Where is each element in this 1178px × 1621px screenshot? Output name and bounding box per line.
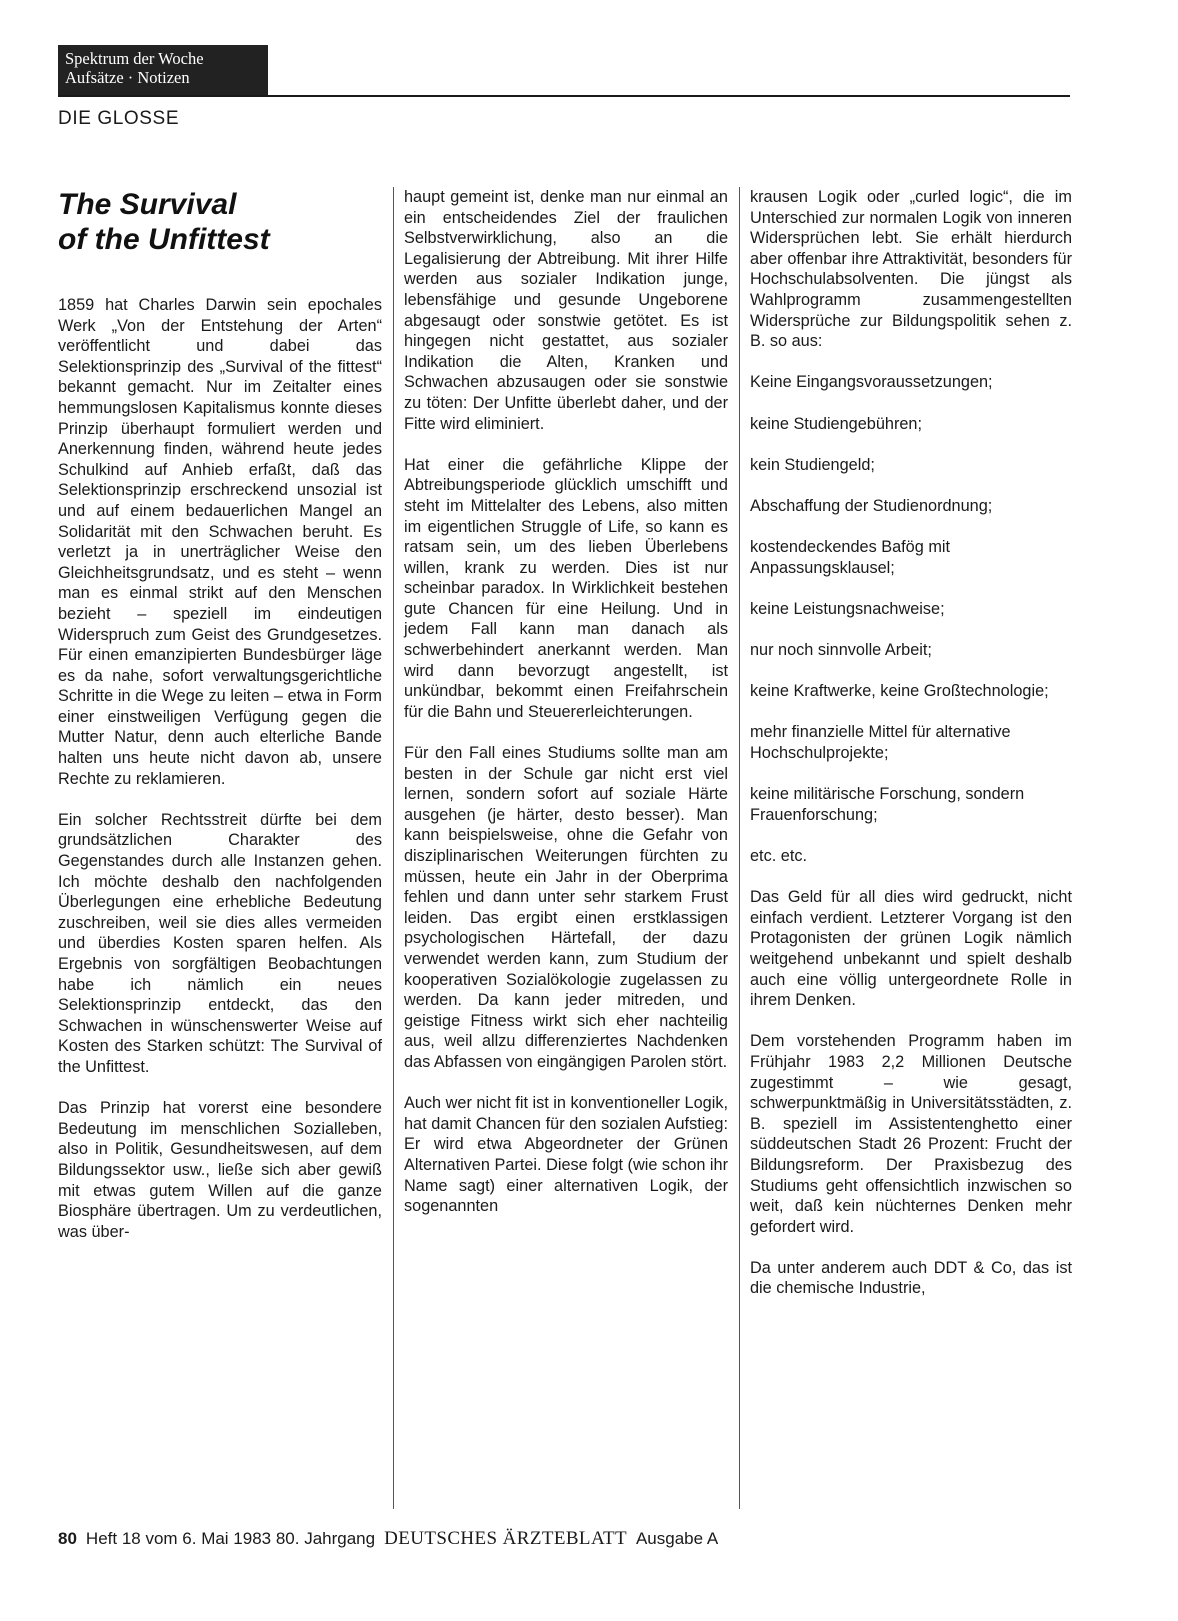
list-item: nur noch sinnvolle Arbeit; [750, 641, 932, 660]
paragraph: Hat einer die gefährliche Klippe der Abtreibungsperiode glücklich umschifft und steht im Mittelalter des Lebens, also mitten im eigentlichen Struggle of Life, so kann es ratsam sein, um des lieben Überlebens willen, krank zu werden. Dies ist nur scheinbar paradox. In Wirklichkeit bestehen gute Chancen für eine Heilung. Und in jedem Fall kann man danach als schwerbehindert anerkannt werden. Man wird dann bevorzugt angestellt, ist unkündbar, bekommt einen Freifahrschein für die Bahn und Steuererleichterungen. [404, 455, 728, 721]
paragraph: 1859 hat Charles Darwin sein epochales Werk „Von der Entstehung der Arten“ veröffentlicht und dabei das Selektionsprinzip des „Survival of the fittest“ bekannt gemacht. Nur im Zeitalter eines hemmungslosen Kapitalismus konnte dieses Prinzip überhaupt formuliert werden und Anerkennung finden, während heute jedes Schulkind auf Anhieb erfaßt, daß das Selektionsprinzip erschreckend unsozial ist und auf einem bedauerlichen Mangel an Solidarität mit den Schwachen beruht. Es verletzt ja in unerträglicher Weise den Gleichheitsgrundsatz, und es steht – wenn man es einmal strikt auf den Menschen bezieht – speziell im eindeutigen Widerspruch zum Geist des Grundgesetzes. Für einen emanzipierten Bundesbürger läge es da nahe, sofort verwaltungsgerichtliche Schritte in die Wege zu leiten – etwa in Form einer einstweiligen Verfügung gegen die Mutter Natur, denn auch elterliche Bande halten uns heute nicht davon ab, unsere Rechte zu reklamieren. [58, 296, 382, 788]
paragraph: Ein solcher Rechtsstreit dürfte bei dem grundsätzlichen Charakter des Gegenstandes durch alle Instanzen gehen. Ich möchte deshalb den nachfolgenden Überlegungen eine erhebliche Bedeutung zuschreiben, weil sie dies alles vermeiden und überdies Kosten sparen helfen. Als Ergebnis von sorgfältigen Beobachtungen habe ich nämlich ein neues Selektionsprinzip entdeckt, das den Schwachen in wünschenswerter Weise auf Kosten des Starken schützt: The Survival of the Unfittest. [58, 810, 382, 1076]
paragraph: Dem vorstehenden Programm haben im Frühjahr 1983 2,2 Millionen Deutsche zugestimmt – wie gesagt, schwerpunktmäßig in Universitätsstädten, z. B. speziell im Assistentenghetto einer süddeutschen Stadt 26 Prozent: Frucht der Bildungsreform. Der Praxisbezug des Studiums geht offensichtlich inzwischen so weit, daß kein nüchternes Denken mehr gefordert wird. [750, 1032, 1072, 1236]
list-item: kein Studiengeld; [750, 455, 875, 474]
list-item: keine Kraftwerke, keine Großtechnologie; [750, 682, 1049, 701]
issue-info: Heft 18 vom 6. Mai 1983 80. Jahrgang [85, 1529, 376, 1548]
list-item: mehr finanzielle Mittel für alternative Hochschulprojekte; [750, 723, 1011, 763]
section-label: DIE GLOSSE [58, 108, 180, 129]
list-item: keine Studiengebühren; [750, 414, 922, 433]
section-header-box [58, 45, 268, 95]
column-divider-2 [739, 187, 740, 1509]
header-line-1: Spektrum der Woche [65, 49, 204, 68]
list-item: Keine Eingangsvoraussetzungen; [750, 373, 993, 392]
edition-label: Ausgabe A [635, 1529, 719, 1548]
list-item: Abschaffung der Studienordnung; [750, 496, 993, 515]
journal-name: DEUTSCHES ÄRZTEBLATT [384, 1528, 627, 1549]
title-line-2: of the Unfittest [58, 223, 270, 256]
header-rule [58, 95, 1070, 97]
list-item: keine Leistungsnachweise; [750, 599, 945, 618]
title-line-1: The Survival [58, 188, 237, 221]
page-footer [58, 1526, 1070, 1552]
article-column-1 [58, 187, 382, 1242]
article-column-3 [750, 187, 1072, 1299]
article-title [58, 187, 382, 257]
paragraph: haupt gemeint ist, denke man nur einmal an ein entscheidendes Ziel der fraulichen Selbstverwirklichung, also an die Legalisierung der Abtreibung. Mit ihrer Hilfe werden aus sozialer Indikation junge, lebensfähige und gesunde Ungeborene abgesaugt oder sonstwie getötet. Es ist hingegen nicht gestattet, aus sozialer Indikation die Alten, Kranken und Schwachen abzusaugen oder sie sonstwie zu töten: Der Unfitte überlebt daher, und der Fitte wird eliminiert. [404, 188, 728, 433]
program-list [750, 372, 1072, 866]
paragraph: Auch wer nicht fit ist in konventioneller Logik, hat damit Chancen für den sozialen Aufstieg: Er wird etwa Abgeordneter der Grünen Alternativen Partei. Diese folgt (wie schon ihr Name sagt) einer alternativen Logik, der sogenannten [404, 1094, 728, 1216]
list-item: keine militärische Forschung, sondern Frauenforschung; [750, 785, 1025, 824]
list-item: kostendeckendes Bafög mit Anpassungsklausel; [750, 538, 951, 577]
header-line-2: Aufsätze · Notizen [65, 68, 190, 87]
page-number: 80 [58, 1529, 77, 1548]
paragraph: Für den Fall eines Studiums sollte man am besten in der Schule gar nicht erst viel lernen, sondern sofort auf soziale Härte ausgehen (je härter, desto besser). Man kann beispielsweise, ohne die Gefahr von disziplinarischen Weiterungen fürchten zu müssen, heute ein Jahr in der Oberprima fehlen und dann unter sehr starkem Frust leiden. Das ergibt einen erstklassigen psychologischen Härtefall, der dazu verwendet werden kann, zum Studium der kooperativen Sozialökologie zugelassen zu werden. Da kann jeder mitreden, und geistige Fitness wirkt sich eher nachteilig aus, weil allzu differenziertes Nachdenken das Abfassen von eingängigen Parolen stört. [404, 744, 728, 1071]
paragraph: Da unter anderem auch DDT & Co, das ist die chemische Industrie, [750, 1258, 1072, 1298]
article-column-2 [404, 187, 728, 1217]
paragraph: Das Prinzip hat vorerst eine besondere Bedeutung im menschlichen Sozialleben, also in Politik, Gesundheitswesen, auf dem Bildungssektor usw., ließe sich aber gewiß mit etwas gutem Willen auf die ganze Biosphäre übertragen. Um zu verdeutlichen, was über- [58, 1099, 382, 1241]
paragraph: krausen Logik oder „curled logic“, die im Unterschied zur normalen Logik von inneren Widersprüchen lebt. Sie erhält hierdurch aber offenbar ihre Attraktivität, besonders für Hochschulabsolventen. Die jüngst als Wahlprogramm zusammengestellten Widersprüche zur Bildungspolitik sehen z. B. so aus: [750, 188, 1072, 351]
column-divider-1 [393, 187, 394, 1509]
list-item: etc. etc. [750, 847, 808, 865]
paragraph: Das Geld für all dies wird gedruckt, nicht einfach verdient. Letzterer Vorgang ist den Protagonisten der grünen Logik nämlich weitgehend unbekannt und spielt deshalb auch eine völlig untergeordnete Rolle in ihrem Denken. [750, 888, 1072, 1010]
